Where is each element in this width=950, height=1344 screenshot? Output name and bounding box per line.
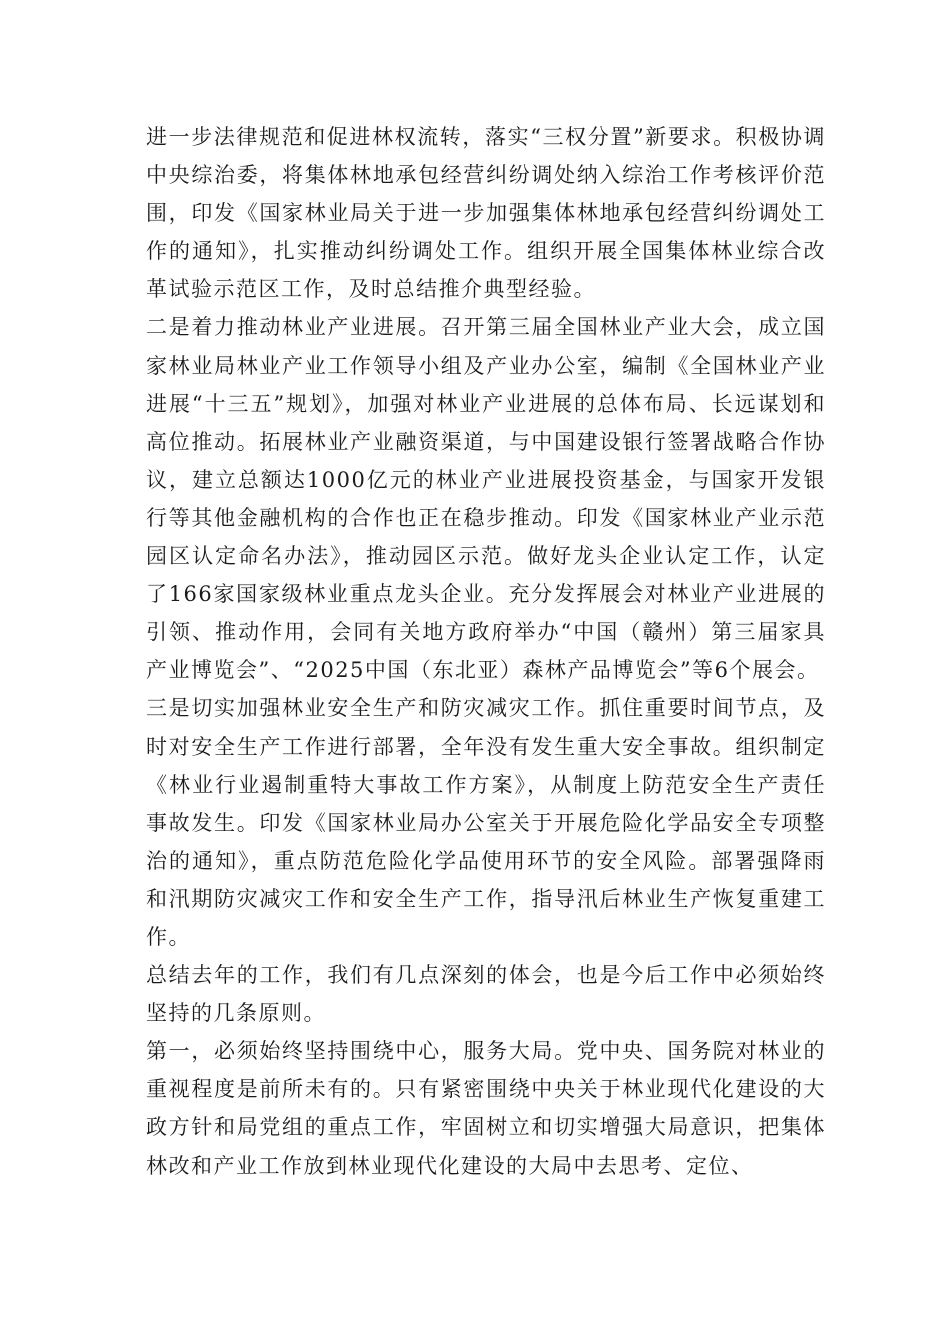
- paragraph-summary: 总结去年的工作，我们有几点深刻的体会，也是今后工作中必须始终坚持的几条原则。: [146, 963, 826, 1026]
- paragraph-safety-production: 三是切实加强林业安全生产和防灾减灾工作。抓住重要时间节点，及时对安全生产工作进行部署，全年没有发生重大安全事故。组织制定《林业行业遏制重特大事故工作方案》，从制度上防范安全生产责任事故发生。印发《国家林业局办公室关于开展危险化学品安全专项整治的通知》，重点防范危险化学品使用环节的安全风险。部署强降雨和汛期防灾减灾工作和安全生产工作，指导汛后林业生产恢复重建工作。: [146, 696, 826, 949]
- paragraph-principle-one: 第一，必须始终坚持围绕中心，服务大局。党中央、国务院对林业的重视程度是前所未有的。只有紧密围绕中央关于林业现代化建设的大政方针和局党组的重点工作，牢固树立和切实增强大局意识，把集体林改和产业工作放到林业现代化建设的大局中去思考、定位、: [146, 1039, 826, 1178]
- paragraph-forest-rights: 进一步法律规范和促进林权流转，落实“三权分置”新要求。积极协调中央综治委，将集体林地承包经营纠纷调处纳入综治工作考核评价范围，印发《国家林业局关于进一步加强集体林地承包经营纠纷调处工作的通知》，扎实推动纠纷调处工作。组织开展全国集体林业综合改革试验示范区工作，及时总结推介典型经验。: [146, 125, 826, 302]
- paragraph-industry-development: 二是着力推动林业产业进展。召开第三届全国林业产业大会，成立国家林业局林业产业工作领导小组及产业办公室，编制《全国林业产业进展“十三五”规划》，加强对林业产业进展的总体布局、长远谋划和高位推动。拓展林业产业融资渠道，与中国建设银行签署战略合作协议，建立总额达1000亿元的林业产业进展投资基金，与国家开发银行等其他金融机构的合作也正在稳步推动。印发《国家林业产业示范园区认定命名办法》，推动园区示范。做好龙头企业认定工作，认定了166家国家级林业重点龙头企业。充分发挥展会对林业产业进展的引领、推动作用，会同有关地方政府举办“中国（赣州）第三届家具产业博览会”、“2025中国（东北亚）森林产品博览会”等6个展会。: [146, 315, 826, 683]
- body-text: [146, 118, 826, 1185]
